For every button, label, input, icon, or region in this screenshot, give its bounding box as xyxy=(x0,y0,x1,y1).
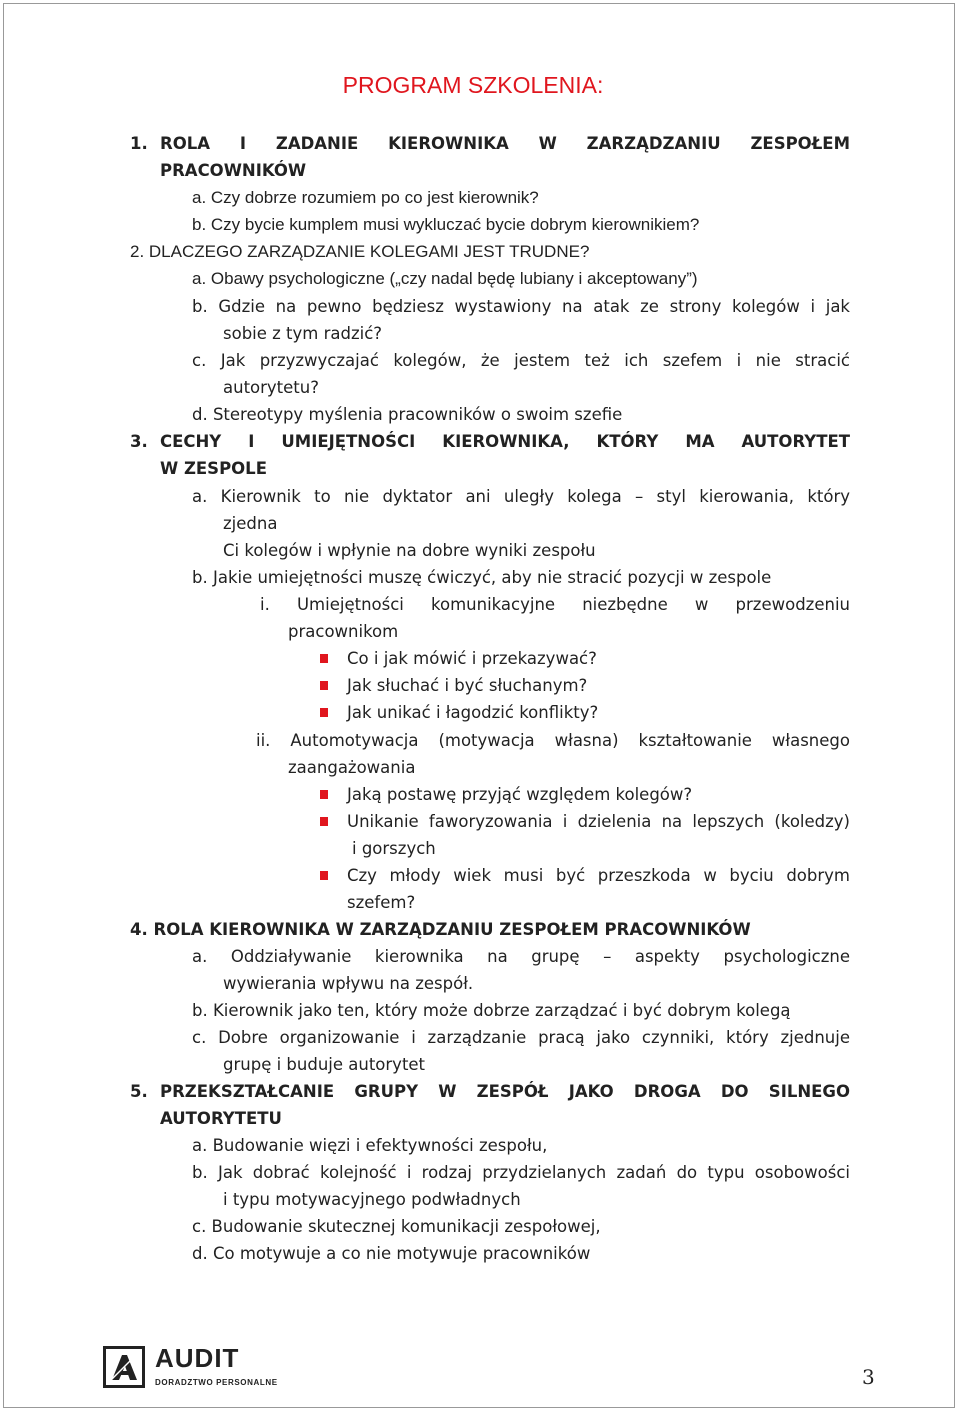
section-3-subitem-i: i. Umiejętności komunikacyjne niezbędne w przewodzeniu xyxy=(260,595,850,614)
list-item: Jak unikać i łagodzić konflikty? xyxy=(347,703,599,722)
section-2-item-b: b. Gdzie na pewno będziesz wystawiony na atak ze strony kolegów i jak xyxy=(192,297,850,316)
section-5-heading-cont: AUTORYTETU xyxy=(160,1109,282,1128)
section-3-number: 3. xyxy=(130,432,148,451)
audit-logo-icon xyxy=(103,1346,145,1388)
section-3-item-a-cont2: Ci kolegów i wpłynie na dobre wyniki zespołu xyxy=(223,541,596,560)
section-4-item-c: c. Dobre organizowanie i zarządzanie pracą jako czynniki, który zjednuje xyxy=(192,1028,850,1047)
section-5-item-b: b. Jak dobrać kolejność i rodzaj przydzielanych zadań do typu osobowości xyxy=(192,1163,850,1182)
section-3-item-b: b. Jakie umiejętności muszę ćwiczyć, aby nie stracić pozycji w zespole xyxy=(192,568,772,587)
section-2-item-b-cont: sobie z tym radzić? xyxy=(223,324,383,343)
page-number: 3 xyxy=(862,1365,875,1389)
section-5-heading: PRZEKSZTAŁCANIE GRUPY W ZESPÓŁ JAKO DROGA DO SILNEGO xyxy=(160,1082,850,1101)
section-2-item-a: a. Obawy psychologiczne („czy nadal będę lubiany i akceptowany”) xyxy=(192,269,698,288)
section-1-item-b: b. Czy bycie kumplem musi wykluczać bycie dobrym kierownikiem? xyxy=(192,215,700,234)
section-5-number: 5. xyxy=(130,1082,148,1101)
section-1-item-a: a. Czy dobrze rozumiem po co jest kierownik? xyxy=(192,188,539,207)
section-4-item-a-cont: wywierania wpływu na zespół. xyxy=(223,974,474,993)
section-4-heading: 4. ROLA KIEROWNIKA W ZARZĄDZANIU ZESPOŁEM PRACOWNIKÓW xyxy=(130,920,751,939)
section-1-heading: ROLA I ZADANIE KIEROWNIKA W ZARZĄDZANIU ZESPOŁEM xyxy=(160,134,850,153)
list-item: Jak słuchać i być słuchanym? xyxy=(347,676,588,695)
section-5-item-b-cont: i typu motywacyjnego podwładnych xyxy=(223,1190,521,1209)
section-3-subitem-i-cont: pracownikom xyxy=(288,622,399,641)
section-3-heading: CECHY I UMIEJĘTNOŚCI KIEROWNIKA, KTÓRY MA AUTORYTET xyxy=(160,432,850,451)
section-2-heading: 2. DLACZEGO ZARZĄDZANIE KOLEGAMI JEST TRUDNE? xyxy=(130,242,590,261)
section-3-item-a-cont1: zjedna xyxy=(223,514,278,533)
bullet-icon xyxy=(320,681,328,690)
section-4-item-c-cont: grupę i buduje autorytet xyxy=(223,1055,426,1074)
section-2-item-c-cont: autorytetu? xyxy=(223,378,319,397)
bullet-icon xyxy=(320,871,328,880)
section-4-item-a: a. Oddziaływanie kierownika na grupę – aspekty psychologiczne xyxy=(192,947,850,966)
list-item: Czy młody wiek musi być przeszkoda w byciu dobrym xyxy=(347,866,850,885)
section-5-item-c: c. Budowanie skutecznej komunikacji zespołowej, xyxy=(192,1217,601,1236)
list-item-cont: szefem? xyxy=(347,893,416,912)
section-1-number: 1. xyxy=(130,134,148,153)
list-item: Jaką postawę przyjąć względem kolegów? xyxy=(347,785,693,804)
section-3-heading-cont: W ZESPOLE xyxy=(160,459,267,478)
section-3-subitem-ii: ii. Automotywacja (motywacja własna) kształtowanie własnego xyxy=(256,731,850,750)
list-item: Co i jak mówić i przekazywać? xyxy=(347,649,597,668)
bullet-icon xyxy=(320,654,328,663)
section-2-item-d: d. Stereotypy myślenia pracowników o swoim szefie xyxy=(192,405,623,424)
page-title: PROGRAM SZKOLENIA: xyxy=(342,72,604,98)
list-item-cont: i gorszych xyxy=(352,839,436,858)
section-2-item-c: c. Jak przyzwyczajać kolegów, że jestem też ich szefem i nie stracić xyxy=(192,351,850,370)
logo-tagline: DORADZTWO PERSONALNE xyxy=(155,1378,278,1387)
section-3-item-a: a. Kierownik to nie dyktator ani uległy kolega – styl kierowania, który xyxy=(192,487,850,506)
bullet-icon xyxy=(320,708,328,717)
bullet-icon xyxy=(320,790,328,799)
section-5-item-a: a. Budowanie więzi i efektywności zespołu, xyxy=(192,1136,548,1155)
list-item: Unikanie faworyzowania i dzielenia na lepszych (koledzy) xyxy=(347,812,850,831)
section-4-item-b: b. Kierownik jako ten, który może dobrze zarządzać i być dobrym kolegą xyxy=(192,1001,791,1020)
logo-name: AUDIT xyxy=(155,1343,240,1373)
section-3-subitem-ii-cont: zaangażowania xyxy=(288,758,416,777)
section-5-item-d: d. Co motywuje a co nie motywuje pracowników xyxy=(192,1244,591,1263)
bullet-icon xyxy=(320,817,328,826)
section-1-heading-cont: PRACOWNIKÓW xyxy=(160,161,307,180)
